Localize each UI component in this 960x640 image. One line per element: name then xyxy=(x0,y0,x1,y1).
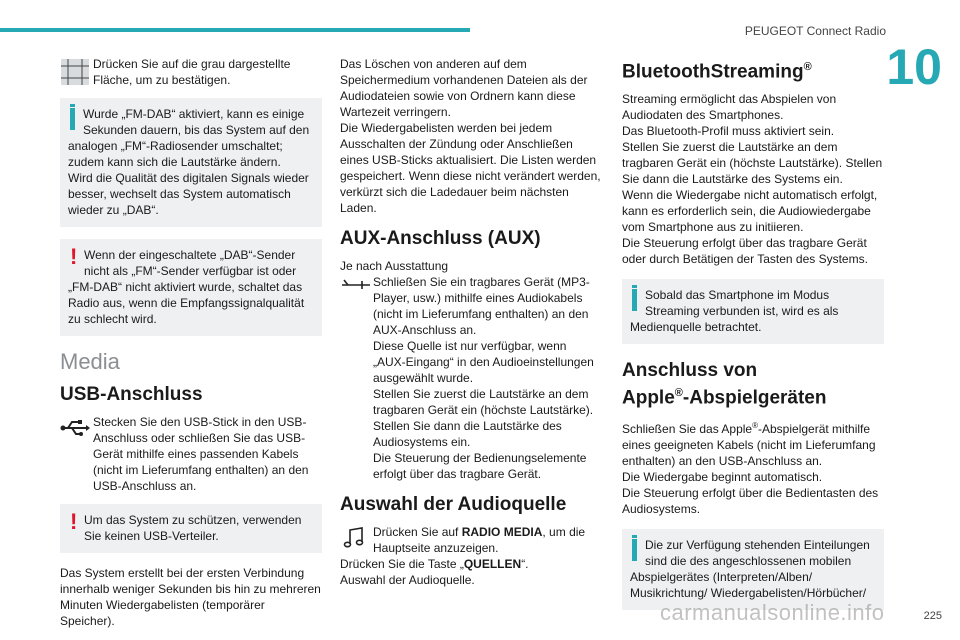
info-streaming-text: Sobald das Smartphone im Modus Streaming verbunden ist, wird es als Medienquelle betrachtet. xyxy=(630,288,839,335)
column-3 xyxy=(622,56,884,622)
warning-usb-text: Um das System zu schützen, verwenden Sie keinen USB-Verteiler. xyxy=(84,513,302,543)
watermark: carmanualsonline.info xyxy=(660,600,885,625)
info-text: Wurde „FM-DAB“ aktiviert, kann es einige Sekunden dauern, bis das System auf den analogen „FM“-Radiosender umschaltet; zudem kann sich die Lautstärke ändern. Wird die Qualität des digitalen Signals wieder besser, wechselt das System automatisch wieder zu „DAB“. xyxy=(68,107,310,217)
heading-usb: USB-Anschluss xyxy=(60,384,203,405)
heading-aux: AUX-Anschluss (AUX) xyxy=(340,228,541,249)
usb-icon xyxy=(60,416,90,440)
warning-box xyxy=(60,239,322,336)
info-box xyxy=(60,98,322,227)
usb-paragraph xyxy=(60,414,322,494)
info-apple-text: Die zur Verfügung stehenden Einteilungen sind die des angeschlossenen mobilen Abspielgerätes (Interpreten/Alben/ Musikrichtung/ Wiedergabelisten/Hörbücher/ xyxy=(630,537,870,600)
warning-icon: ! xyxy=(70,509,78,534)
column-2 xyxy=(340,56,602,588)
deletion-text: Das Löschen von anderen auf dem Speichermedium vorhandenen Dateien als der Audiodateien sowie von Ordnern kann diese Wartezeit verringern. Die Wiedergabelisten werden bei jedem Ausschalten der Zündung oder Anschließen eines USB-Sticks aktualisiert. Die Listen werden gespeichert. Wenn diese nicht verändert werden, verkürzt sich die Ladedauer beim nächsten Laden. xyxy=(340,57,601,215)
info-icon xyxy=(632,539,637,561)
info-icon xyxy=(632,289,637,311)
warning-icon: ! xyxy=(70,244,78,269)
info-box-streaming xyxy=(622,279,884,344)
heading-source: Auswahl der Audioquelle xyxy=(340,494,567,515)
aux-intro: Je nach Ausstattung xyxy=(340,259,449,273)
grid-icon xyxy=(60,56,90,86)
music-note-icon xyxy=(342,526,366,550)
source-line-1: Drücken Sie auf RADIO MEDIA, um die Hauptseite anzuzeigen. xyxy=(373,525,586,555)
source-line-3: Auswahl der Audioquelle. xyxy=(340,573,475,587)
grid-instruction xyxy=(60,56,322,88)
aux-paragraph xyxy=(340,274,602,482)
header-title: PEUGEOT Connect Radio xyxy=(744,24,886,38)
heading-apple: Anschluss von Apple®-Abspielgeräten xyxy=(622,360,827,409)
warning-text: Wenn der eingeschaltete „DAB“-Sender nicht als „FM“-Sender verfügbar ist oder „FM-DAB“ nicht aktiviert wurde, schaltet das Radio aus, wenn die Empfangssignalqualität zu schlecht wird. xyxy=(68,248,305,326)
info-icon xyxy=(70,108,75,130)
apple-text: Schließen Sie das Apple®-Abspielgerät mithilfe eines geeigneten Kabels (nicht im Lieferumfang enthalten) an den USB-Anschluss an. Die Wiedergabe beginnt automatisch. Die Steuerung erfolgt über die Bedientasten des Audiosystems. xyxy=(622,420,879,516)
section-title-media: Media xyxy=(60,349,120,374)
warning-box-usb xyxy=(60,504,322,553)
aux-text: Schließen Sie ein tragbares Gerät (MP3-Player, usw.) mithilfe eines Audiokabels (nicht im Lieferumfang enthalten) an den AUX-Anschluss an. Diese Quelle ist nur verfügbar, wenn „AUX-Eingang“ in den Audioeinstellungen ausgewählt wurde. Stellen Sie zuerst die Lautstärke an dem tragbaren Gerät ein (höchste Lautstärke). Stellen Sie dann die Lautstärke des Audiosystems ein. Die Steuerung der Bedienungselemente erfolgt über das tragbare Gerät. xyxy=(373,275,594,481)
header-accent-bar xyxy=(0,28,470,32)
grid-text: Drücken Sie auf die grau dargestellte Fläche, um zu bestätigen. xyxy=(93,57,291,87)
aux-jack-icon xyxy=(340,276,372,294)
source-paragraph xyxy=(340,524,602,588)
source-line-2: Drücken Sie die Taste „QUELLEN“. xyxy=(340,557,529,571)
info-box-apple xyxy=(622,529,884,610)
playlist-text: Das System erstellt bei der ersten Verbindung innerhalb weniger Sekunden bis hin zu mehreren Minuten Wiedergabelisten (temporärer Speicher). xyxy=(60,566,321,628)
chapter-number: 10 xyxy=(886,39,942,95)
bluetooth-text: Streaming ermöglicht das Abspielen von Audiodaten des Smartphones. Das Bluetooth-Profil muss aktiviert sein. Stellen Sie zuerst die Lautstärke an dem tragbaren Gerät ein (höchste Lautstärke). Stellen Sie dann die Lautstärke des Systems ein. Wenn die Wiedergabe nicht automatisch erfolgt, kann es erforderlich sein, die Audiowiedergabe vom Smartphone aus zu initiieren. Die Steuerung erfolgt über das tragbare Gerät oder durch Betätigen der Tasten des Systems. xyxy=(622,92,883,267)
usb-text: Stecken Sie den USB-Stick in den USB-Anschluss oder schließen Sie das USB-Gerät mithilfe eines passenden Kabels (nicht im Lieferumfang enthalten) an den USB-Anschluss an. xyxy=(93,415,309,493)
page-number: 225 xyxy=(923,610,942,622)
column-1 xyxy=(60,56,322,629)
heading-bluetooth: BluetoothStreaming® xyxy=(622,61,812,83)
